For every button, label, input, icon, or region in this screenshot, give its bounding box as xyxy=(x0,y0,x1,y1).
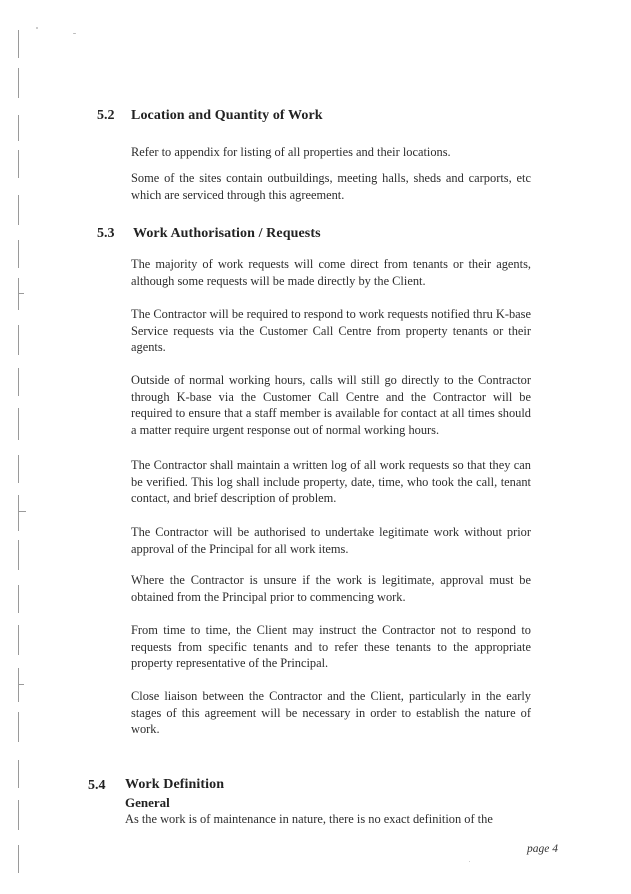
paragraph: Close liaison between the Contractor and the Client, particularly in the early stages of this agreement will be necessary in order to establish the nature of work. xyxy=(131,689,531,737)
page-number: page 4 xyxy=(527,843,558,855)
section-subtitle: General xyxy=(125,795,170,810)
paragraph: Where the Contractor is unsure if the work is legitimate, approval must be obtained from the Principal prior to commencing work. xyxy=(131,573,531,604)
paragraph: Refer to appendix for listing of all properties and their locations. xyxy=(131,145,451,159)
section-number: 5.4 xyxy=(88,778,106,793)
paragraph: Some of the sites contain outbuildings, meeting halls, sheds and carports, etc which are serviced through this agreement. xyxy=(131,171,531,202)
section-title: Location and Quantity of Work xyxy=(131,108,323,123)
paragraph: As the work is of maintenance in nature, there is no exact definition of the xyxy=(125,812,493,826)
paragraph: From time to time, the Client may instruct the Contractor not to respond to requests from specific tenants and to refer these tenants to the appropriate property representative of the Principal. xyxy=(131,623,531,671)
section-title: Work Definition xyxy=(125,777,225,792)
paragraph: The Contractor shall maintain a written log of all work requests so that they can be verified. This log shall include property, date, time, who took the call, tenant contact, and brief description of problem. xyxy=(131,458,531,506)
paragraph: The Contractor will be required to respond to work requests notified thru K-base Service requests via the Customer Call Centre from property tenants or their agents. xyxy=(131,307,531,355)
paragraph: The Contractor will be authorised to undertake legitimate work without prior approval of the Principal for all work items. xyxy=(131,525,531,556)
paragraph: The majority of work requests will come direct from tenants or their agents, although some requests will be made directly by the Client. xyxy=(131,257,531,288)
section-number: 5.3 xyxy=(97,226,115,241)
section-title: Work Authorisation / Requests xyxy=(133,226,321,241)
paragraph: Outside of normal working hours, calls will still go directly to the Contractor through K-base via the Customer Call Centre and the Contractor will be required to ensure that a staff member is available for contact at all times should a matter require urgent response out of normal working hours. xyxy=(131,373,531,437)
section-number: 5.2 xyxy=(97,108,115,123)
